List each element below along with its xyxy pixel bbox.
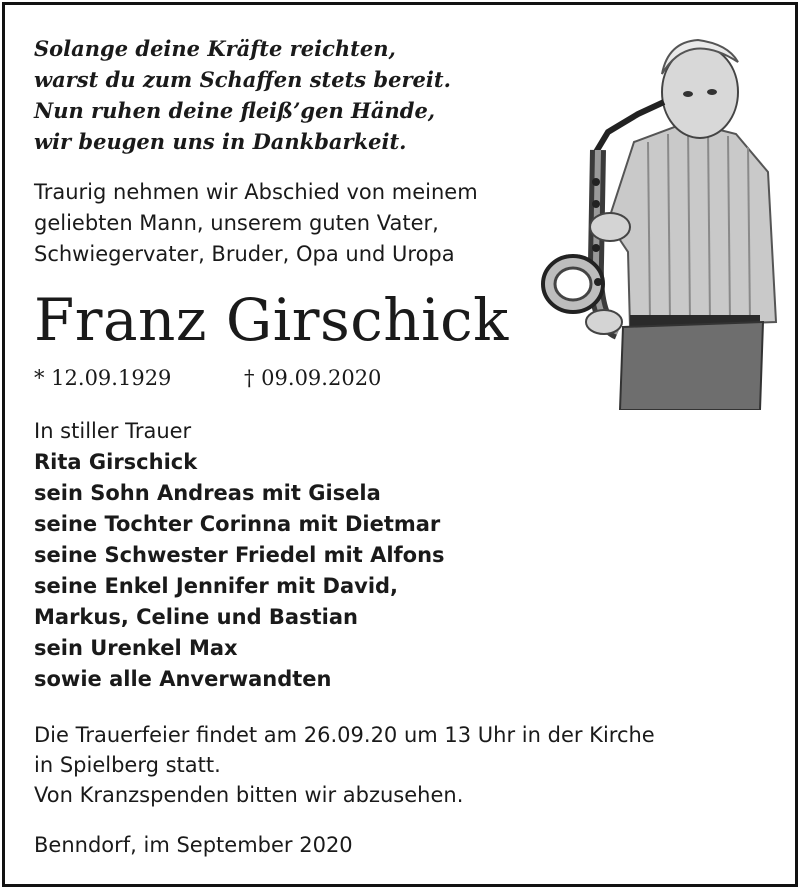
- mourner-line: Markus, Celine und Bastian: [34, 605, 358, 629]
- memorial-poem: [34, 33, 451, 157]
- service-line: Von Kranzspenden bitten wir abzusehen.: [34, 783, 464, 807]
- poem-line: Solange deine Kräfte reichten,: [34, 36, 396, 61]
- death-date: † 09.09.2020: [244, 366, 382, 390]
- farewell-intro: [34, 177, 478, 270]
- mourner-line: sein Urenkel Max: [34, 636, 238, 660]
- service-line: in Spielberg statt.: [34, 753, 221, 777]
- intro-line: Schwiegervater, Bruder, Opa und Uropa: [34, 242, 455, 266]
- service-line: Die Trauerfeier findet am 26.09.20 um 13 Uhr in der Kirche: [34, 723, 655, 747]
- birth-date: * 12.09.1929: [34, 366, 172, 390]
- deceased-name: Franz Girschick: [34, 286, 509, 354]
- poem-line: wir beugen uns in Dankbarkeit.: [34, 129, 407, 154]
- mourner-line: Rita Girschick: [34, 450, 198, 474]
- mourner-line: seine Schwester Friedel mit Alfons: [34, 543, 445, 567]
- poem-line: warst du zum Schaffen stets bereit.: [34, 67, 451, 92]
- intro-line: Traurig nehmen wir Abschied von meinem: [34, 180, 478, 204]
- mourner-line: seine Tochter Corinna mit Dietmar: [34, 512, 441, 536]
- place-and-date: Benndorf, im September 2020: [34, 833, 353, 857]
- mourner-line: sowie alle Anverwandten: [34, 667, 332, 691]
- funeral-service-info: [34, 720, 655, 810]
- intro-line: geliebten Mann, unserem guten Vater,: [34, 211, 439, 235]
- poem-line: Nun ruhen deine fleiß’gen Hände,: [34, 98, 436, 123]
- life-dates: [34, 363, 381, 393]
- mourners-list: [34, 416, 445, 695]
- mourners-heading: In stiller Trauer: [34, 419, 192, 443]
- mourner-line: sein Sohn Andreas mit Gisela: [34, 481, 381, 505]
- saxophone-player-photo: [538, 22, 786, 410]
- mourner-line: seine Enkel Jennifer mit David,: [34, 574, 399, 598]
